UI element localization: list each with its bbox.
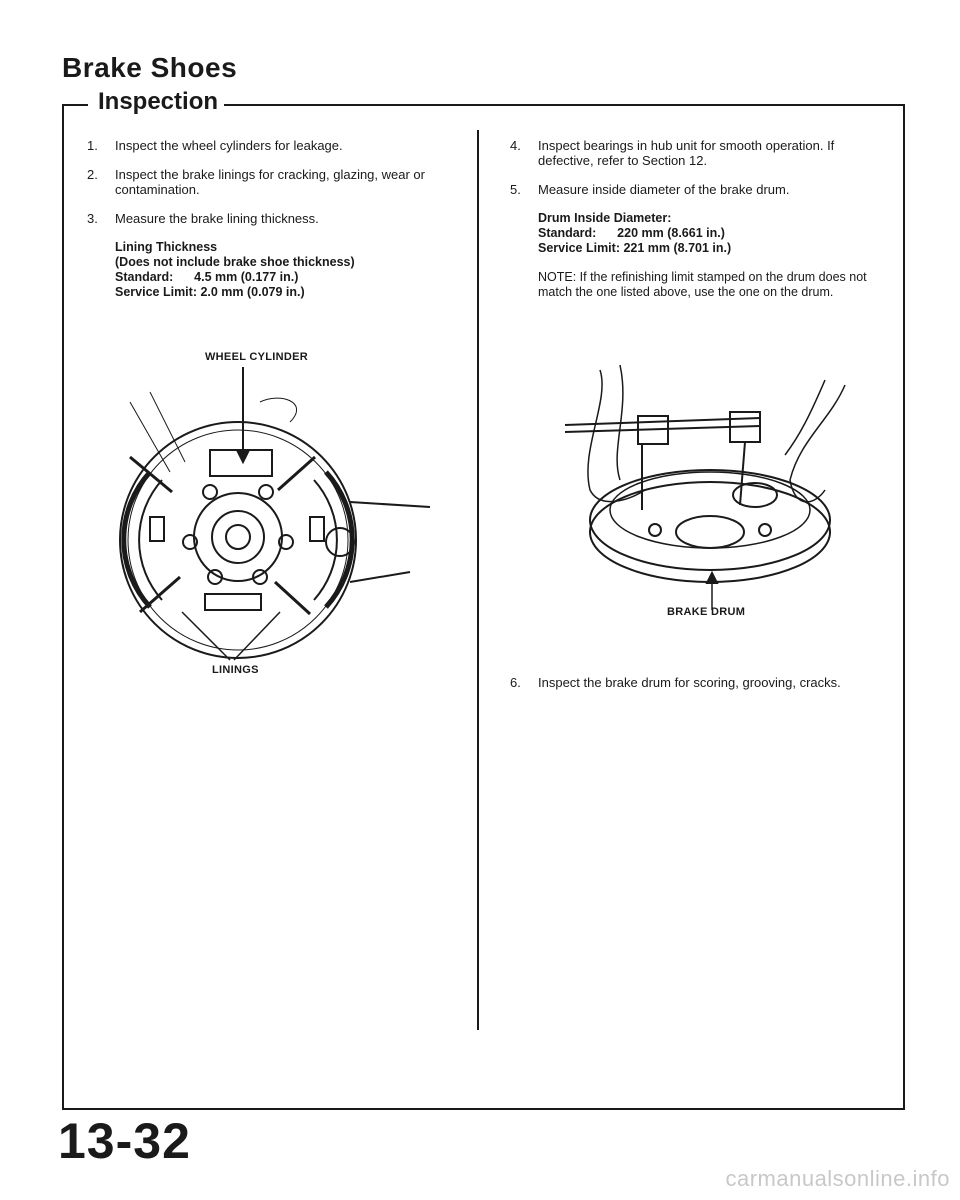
step-3 xyxy=(85,211,460,226)
step-text: Inspect the brake linings for cracking, glazing, wear or contamination. xyxy=(115,167,425,197)
refinishing-note: NOTE: If the refinishing limit stamped on the drum does not match the one listed above, use the one on the drum. xyxy=(538,270,867,299)
linings-label: LININGS xyxy=(212,664,259,676)
step-text: Inspect bearings in hub unit for smooth operation. If defective, refer to Section 12. xyxy=(538,138,835,168)
step-text: Measure the brake lining thickness. xyxy=(115,211,319,226)
spec-subtitle: (Does not include brake shoe thickness) xyxy=(115,255,355,269)
page-number: 13-32 xyxy=(58,1113,191,1169)
lining-thickness-spec xyxy=(85,240,460,300)
left-column xyxy=(85,138,460,314)
watermark: carmanualsonline.info xyxy=(725,1166,950,1191)
spec-title: Lining Thickness xyxy=(115,240,218,254)
spec-service-limit: Service Limit: 2.0 mm (0.079 in.) xyxy=(115,285,305,299)
step-number: 5. xyxy=(510,182,521,197)
spec-service-limit: Service Limit: 221 mm (8.701 in.) xyxy=(538,241,732,255)
wheel-cylinder-label: WHEEL CYLINDER xyxy=(205,351,309,363)
step-number: 6. xyxy=(510,675,521,690)
step-4 xyxy=(508,138,878,168)
drum-diameter-spec xyxy=(508,211,878,256)
frame-top-rule-right xyxy=(215,104,905,106)
step-2 xyxy=(85,167,460,197)
step-text: Inspect the brake drum for scoring, grooving, cracks. xyxy=(538,675,841,690)
step-5 xyxy=(508,182,878,197)
right-column xyxy=(508,138,878,314)
step-1 xyxy=(85,138,460,153)
brake-assembly-figure xyxy=(110,362,450,672)
page-title: Brake Shoes xyxy=(62,52,238,83)
column-divider xyxy=(477,130,479,1030)
brake-drum-label: BRAKE DRUM xyxy=(667,606,746,618)
spec-title: Drum Inside Diameter: xyxy=(538,211,672,225)
spec-standard: Standard: 220 mm (8.661 in.) xyxy=(538,226,725,240)
frame-top-rule-left xyxy=(62,104,88,106)
spec-standard: Standard: 4.5 mm (0.177 in.) xyxy=(115,270,299,284)
step-number: 3. xyxy=(87,211,98,226)
step-number: 4. xyxy=(510,138,521,153)
section-title: Inspection xyxy=(92,88,224,116)
brake-drum-figure xyxy=(560,360,860,620)
step-number: 1. xyxy=(87,138,98,153)
step-text: Inspect the wheel cylinders for leakage. xyxy=(115,138,343,153)
step-6 xyxy=(508,675,888,704)
step-number: 2. xyxy=(87,167,98,182)
step-text: Measure inside diameter of the brake drum. xyxy=(538,182,790,197)
